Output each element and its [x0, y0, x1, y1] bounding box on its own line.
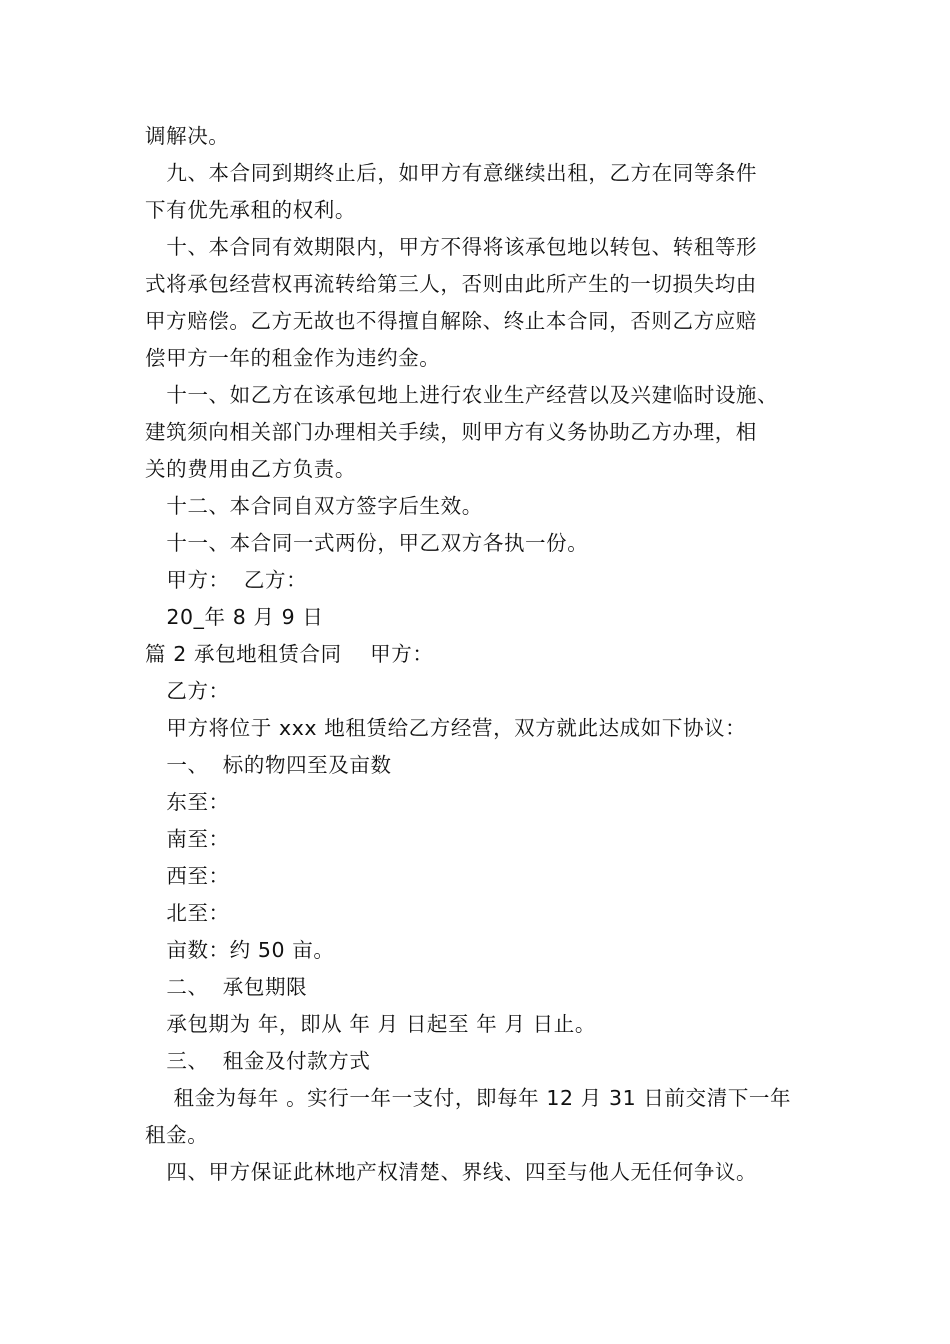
text-line: 甲方将位于 xxx 地租赁给乙方经营，双方就此达成如下协议： — [145, 716, 747, 740]
boundary-north: 北至： — [145, 901, 230, 925]
text-line: 调解决。 — [145, 124, 230, 148]
signature-line: 甲方： 乙方： — [145, 568, 308, 592]
text-line: 十一、如乙方在该承包地上进行农业生产经营以及兴建临时设施、 — [145, 383, 779, 407]
clause-heading: 二、 承包期限 — [145, 975, 308, 999]
text-line: 十二、本合同自双方签字后生效。 — [145, 494, 483, 518]
section-heading: 篇 2 承包地租赁合同 甲方： — [145, 642, 434, 666]
area-line: 亩数：约 50 亩。 — [145, 938, 335, 962]
text-line: 承包期为 年，即从 年 月 日起至 年 月 日止。 — [145, 1012, 596, 1036]
contract-text — [145, 118, 810, 1191]
text-line: 乙方： — [145, 679, 230, 703]
clause-heading: 一、 标的物四至及亩数 — [145, 753, 392, 777]
text-line: 式将承包经营权再流转给第三人，否则由此所产生的一切损失均由 — [145, 272, 757, 296]
text-line: 偿甲方一年的租金作为违约金。 — [145, 346, 441, 370]
text-line: 租金。 — [145, 1123, 209, 1147]
date-line: 20_年 8 月 9 日 — [145, 605, 324, 629]
text-line: 十一、本合同一式两份，甲乙双方各执一份。 — [145, 531, 589, 555]
text-line: 下有优先承租的权利。 — [145, 198, 356, 222]
text-line: 九、本合同到期终止后，如甲方有意继续出租，乙方在同等条件 — [145, 161, 758, 185]
text-line: 租金为每年 。实行一年一支付，即每年 12 月 31 日前交清下一年 — [145, 1086, 792, 1110]
text-line: 关的费用由乙方负责。 — [145, 457, 356, 481]
text-line: 建筑须向相关部门办理相关手续，则甲方有义务协助乙方办理，相 — [145, 420, 757, 444]
boundary-east: 东至： — [145, 790, 230, 814]
text-line: 甲方赔偿。乙方无故也不得擅自解除、终止本合同，否则乙方应赔 — [145, 309, 757, 333]
boundary-south: 南至： — [145, 827, 230, 851]
boundary-west: 西至： — [145, 864, 230, 888]
text-line: 十、本合同有效期限内，甲方不得将该承包地以转包、转租等形 — [145, 235, 758, 259]
clause-heading: 三、 租金及付款方式 — [145, 1049, 371, 1073]
text-line: 四、甲方保证此林地产权清楚、界线、四至与他人无任何争议。 — [145, 1160, 758, 1184]
